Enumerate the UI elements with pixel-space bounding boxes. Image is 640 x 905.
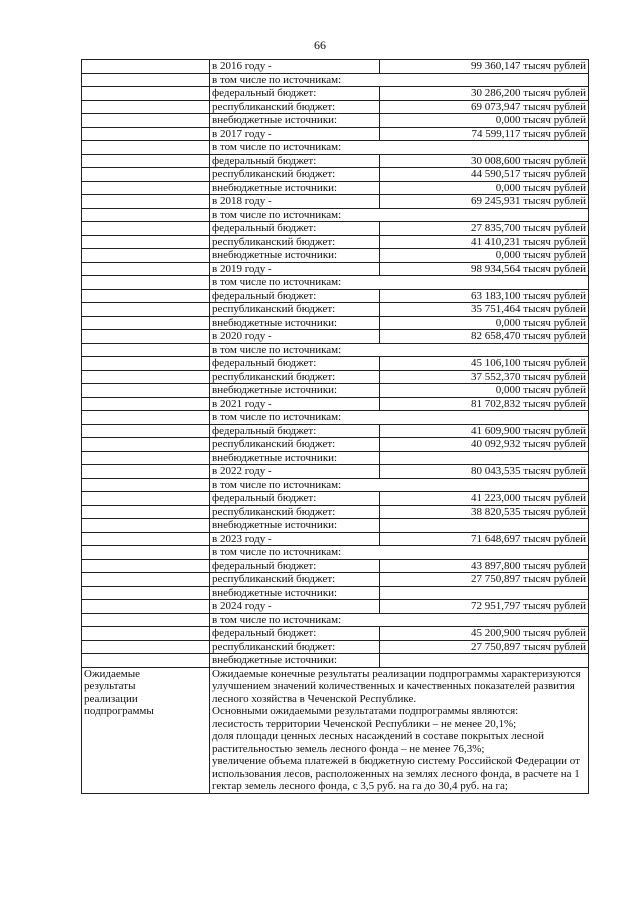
year-label: в 2019 году - [210, 262, 380, 276]
label-column-cell [82, 303, 210, 317]
source-label: в том числе по источникам: [210, 546, 589, 560]
funding-row-extra [82, 519, 589, 533]
source-value [380, 586, 589, 600]
label-column-cell [82, 168, 210, 182]
label-column-cell [82, 519, 210, 533]
funding-row-federal [82, 289, 589, 303]
source-value: 45 106,100 тысяч рублей [380, 357, 589, 371]
label-column-cell [82, 438, 210, 452]
source-value: 35 751,464 тысяч рублей [380, 303, 589, 317]
source-label: в том числе по источникам: [210, 73, 589, 87]
label-column-cell [82, 222, 210, 236]
funding-row-extra [82, 384, 589, 398]
results-paragraph: Основными ожидаемыми результатами подпрограммы являются: [212, 705, 519, 717]
source-label: республиканский бюджет: [210, 573, 380, 587]
label-column-cell [82, 546, 210, 560]
source-label: федеральный бюджет: [210, 559, 380, 573]
label-column-cell [82, 397, 210, 411]
label-column-cell [82, 276, 210, 290]
source-value: 40 092,932 тысяч рублей [380, 438, 589, 452]
funding-row-extra [82, 114, 589, 128]
funding-row-year-total [82, 532, 589, 546]
label-column-cell [82, 316, 210, 330]
source-label: федеральный бюджет: [210, 627, 380, 641]
source-value: 0,000 тысяч рублей [380, 384, 589, 398]
year-label: в 2021 году - [210, 397, 380, 411]
source-value [380, 654, 589, 668]
year-label: в 2024 году - [210, 600, 380, 614]
funding-row-republic [82, 168, 589, 182]
source-value [380, 519, 589, 533]
funding-row-year-total [82, 195, 589, 209]
funding-row-republic [82, 573, 589, 587]
funding-row-year-total [82, 397, 589, 411]
label-column-cell [82, 100, 210, 114]
label-column-cell [82, 411, 210, 425]
source-label: федеральный бюджет: [210, 357, 380, 371]
funding-table [81, 59, 589, 794]
funding-row-by-sources [82, 141, 589, 155]
label-column-cell [82, 424, 210, 438]
source-label: внебюджетные источники: [210, 451, 380, 465]
label-column-cell [82, 384, 210, 398]
funding-row-by-sources [82, 546, 589, 560]
source-value: 30 286,200 тысяч рублей [380, 87, 589, 101]
results-paragraph: увеличение объема платежей в бюджетную систему Российской Федерации от использования лесов, расположенных на землях лесного фонда, в расчете на 1 гектар земель лесного фонда, с 3,5 руб. на га до 30,4 руб. на га; [212, 755, 580, 792]
label-column-cell [82, 73, 210, 87]
label-column-cell [82, 289, 210, 303]
funding-row-republic [82, 100, 589, 114]
year-total-value: 81 702,832 тысяч рублей [380, 397, 589, 411]
label-column-cell [82, 181, 210, 195]
source-label: федеральный бюджет: [210, 154, 380, 168]
funding-row-by-sources [82, 343, 589, 357]
year-total-value: 69 245,931 тысяч рублей [380, 195, 589, 209]
results-paragraph: доля площади ценных лесных насаждений в составе покрытых лесной растительностью земель лесного фонда – не менее 76,3%; [212, 730, 545, 755]
year-total-value: 98 934,564 тысяч рублей [380, 262, 589, 276]
label-column-cell [82, 600, 210, 614]
results-label-line: подпрограммы [84, 705, 154, 717]
source-label: внебюджетные источники: [210, 519, 380, 533]
label-column-cell [82, 654, 210, 668]
year-label: в 2023 году - [210, 532, 380, 546]
label-column-cell [82, 492, 210, 506]
source-label: в том числе по источникам: [210, 411, 589, 425]
label-column-cell [82, 127, 210, 141]
results-label-line: реализации [84, 692, 138, 705]
source-value: 38 820,535 тысяч рублей [380, 505, 589, 519]
source-label: республиканский бюджет: [210, 640, 380, 654]
year-label: в 2016 году - [210, 60, 380, 74]
label-column-cell [82, 559, 210, 573]
year-total-value: 74 599,117 тысяч рублей [380, 127, 589, 141]
year-label: в 2018 году - [210, 195, 380, 209]
label-column-cell [82, 573, 210, 587]
source-label: федеральный бюджет: [210, 492, 380, 506]
source-label: в том числе по источникам: [210, 208, 589, 222]
year-total-value: 82 658,470 тысяч рублей [380, 330, 589, 344]
funding-row-year-total [82, 330, 589, 344]
funding-row-republic [82, 370, 589, 384]
source-value: 44 590,517 тысяч рублей [380, 168, 589, 182]
results-label-cell [82, 667, 210, 793]
label-column-cell [82, 249, 210, 263]
label-column-cell [82, 505, 210, 519]
funding-row-by-sources [82, 276, 589, 290]
source-value: 45 200,900 тысяч рублей [380, 627, 589, 641]
year-label: в 2020 году - [210, 330, 380, 344]
label-column-cell [82, 208, 210, 222]
source-value: 0,000 тысяч рублей [380, 316, 589, 330]
source-label: внебюджетные источники: [210, 586, 380, 600]
source-value: 27 835,700 тысяч рублей [380, 222, 589, 236]
results-row [82, 667, 589, 793]
label-column-cell [82, 370, 210, 384]
source-value: 30 008,600 тысяч рублей [380, 154, 589, 168]
funding-row-republic [82, 438, 589, 452]
results-label-line: результаты [84, 680, 136, 692]
source-label: в том числе по источникам: [210, 613, 589, 627]
funding-row-by-sources [82, 478, 589, 492]
funding-row-federal [82, 222, 589, 236]
label-column-cell [82, 330, 210, 344]
funding-row-extra [82, 451, 589, 465]
source-value [380, 451, 589, 465]
label-column-cell [82, 262, 210, 276]
label-column-cell [82, 451, 210, 465]
label-column-cell [82, 613, 210, 627]
funding-row-year-total [82, 262, 589, 276]
source-label: федеральный бюджет: [210, 289, 380, 303]
funding-row-extra [82, 316, 589, 330]
funding-row-federal [82, 559, 589, 573]
source-value: 0,000 тысяч рублей [380, 114, 589, 128]
source-label: республиканский бюджет: [210, 235, 380, 249]
funding-row-extra [82, 586, 589, 600]
funding-row-federal [82, 627, 589, 641]
source-value: 37 552,370 тысяч рублей [380, 370, 589, 384]
funding-row-federal [82, 357, 589, 371]
funding-row-by-sources [82, 613, 589, 627]
source-label: в том числе по источникам: [210, 141, 589, 155]
source-label: внебюджетные источники: [210, 114, 380, 128]
source-label: республиканский бюджет: [210, 370, 380, 384]
results-label-line: Ожидаемые [84, 667, 141, 680]
funding-row-year-total [82, 127, 589, 141]
source-value: 41 609,900 тысяч рублей [380, 424, 589, 438]
label-column-cell [82, 343, 210, 357]
funding-row-year-total [82, 600, 589, 614]
label-column-cell [82, 627, 210, 641]
source-label: в том числе по источникам: [210, 343, 589, 357]
source-label: внебюджетные источники: [210, 384, 380, 398]
funding-row-by-sources [82, 73, 589, 87]
results-text-cell [210, 667, 589, 793]
year-total-value: 71 648,697 тысяч рублей [380, 532, 589, 546]
label-column-cell [82, 640, 210, 654]
funding-row-by-sources [82, 411, 589, 425]
label-column-cell [82, 141, 210, 155]
funding-row-federal [82, 87, 589, 101]
funding-row-republic [82, 640, 589, 654]
source-value: 69 073,947 тысяч рублей [380, 100, 589, 114]
funding-row-extra [82, 181, 589, 195]
funding-row-year-total [82, 465, 589, 479]
year-total-value: 72 951,797 тысяч рублей [380, 600, 589, 614]
funding-row-federal [82, 154, 589, 168]
funding-row-republic [82, 505, 589, 519]
source-label: в том числе по источникам: [210, 478, 589, 492]
funding-row-by-sources [82, 208, 589, 222]
source-value: 41 223,000 тысяч рублей [380, 492, 589, 506]
page-number: 66 [314, 38, 326, 52]
year-total-value: 99 360,147 тысяч рублей [380, 60, 589, 74]
label-column-cell [82, 357, 210, 371]
source-value: 27 750,897 тысяч рублей [380, 573, 589, 587]
source-label: внебюджетные источники: [210, 249, 380, 263]
source-value: 41 410,231 тысяч рублей [380, 235, 589, 249]
year-label: в 2017 году - [210, 127, 380, 141]
source-label: республиканский бюджет: [210, 438, 380, 452]
label-column-cell [82, 195, 210, 209]
source-value: 63 183,100 тысяч рублей [380, 289, 589, 303]
year-total-value: 80 043,535 тысяч рублей [380, 465, 589, 479]
label-column-cell [82, 154, 210, 168]
funding-row-federal [82, 492, 589, 506]
source-label: федеральный бюджет: [210, 87, 380, 101]
label-column-cell [82, 235, 210, 249]
funding-row-federal [82, 424, 589, 438]
funding-row-republic [82, 235, 589, 249]
source-label: федеральный бюджет: [210, 222, 380, 236]
funding-table-body [82, 60, 589, 668]
source-label: внебюджетные источники: [210, 181, 380, 195]
source-label: внебюджетные источники: [210, 654, 380, 668]
source-label: республиканский бюджет: [210, 168, 380, 182]
label-column-cell [82, 60, 210, 74]
source-label: в том числе по источникам: [210, 276, 589, 290]
source-label: республиканский бюджет: [210, 505, 380, 519]
source-label: внебюджетные источники: [210, 316, 380, 330]
year-label: в 2022 году - [210, 465, 380, 479]
source-label: республиканский бюджет: [210, 100, 380, 114]
source-label: республиканский бюджет: [210, 303, 380, 317]
results-paragraph: Ожидаемые конечные результаты реализации подпрограммы характеризуются улучшением значений количественных и качественных показателей развития лесного хозяйства в Чеченской Республике. [212, 667, 581, 705]
label-column-cell [82, 114, 210, 128]
source-value: 27 750,897 тысяч рублей [380, 640, 589, 654]
source-value: 0,000 тысяч рублей [380, 249, 589, 263]
funding-row-year-total [82, 60, 589, 74]
label-column-cell [82, 478, 210, 492]
source-value: 43 897,800 тысяч рублей [380, 559, 589, 573]
funding-row-extra [82, 654, 589, 668]
label-column-cell [82, 532, 210, 546]
funding-row-republic [82, 303, 589, 317]
label-column-cell [82, 465, 210, 479]
funding-row-extra [82, 249, 589, 263]
source-value: 0,000 тысяч рублей [380, 181, 589, 195]
results-paragraph: лесистость территории Чеченской Республики – не менее 20,1%; [212, 717, 517, 730]
label-column-cell [82, 87, 210, 101]
label-column-cell [82, 586, 210, 600]
source-label: федеральный бюджет: [210, 424, 380, 438]
